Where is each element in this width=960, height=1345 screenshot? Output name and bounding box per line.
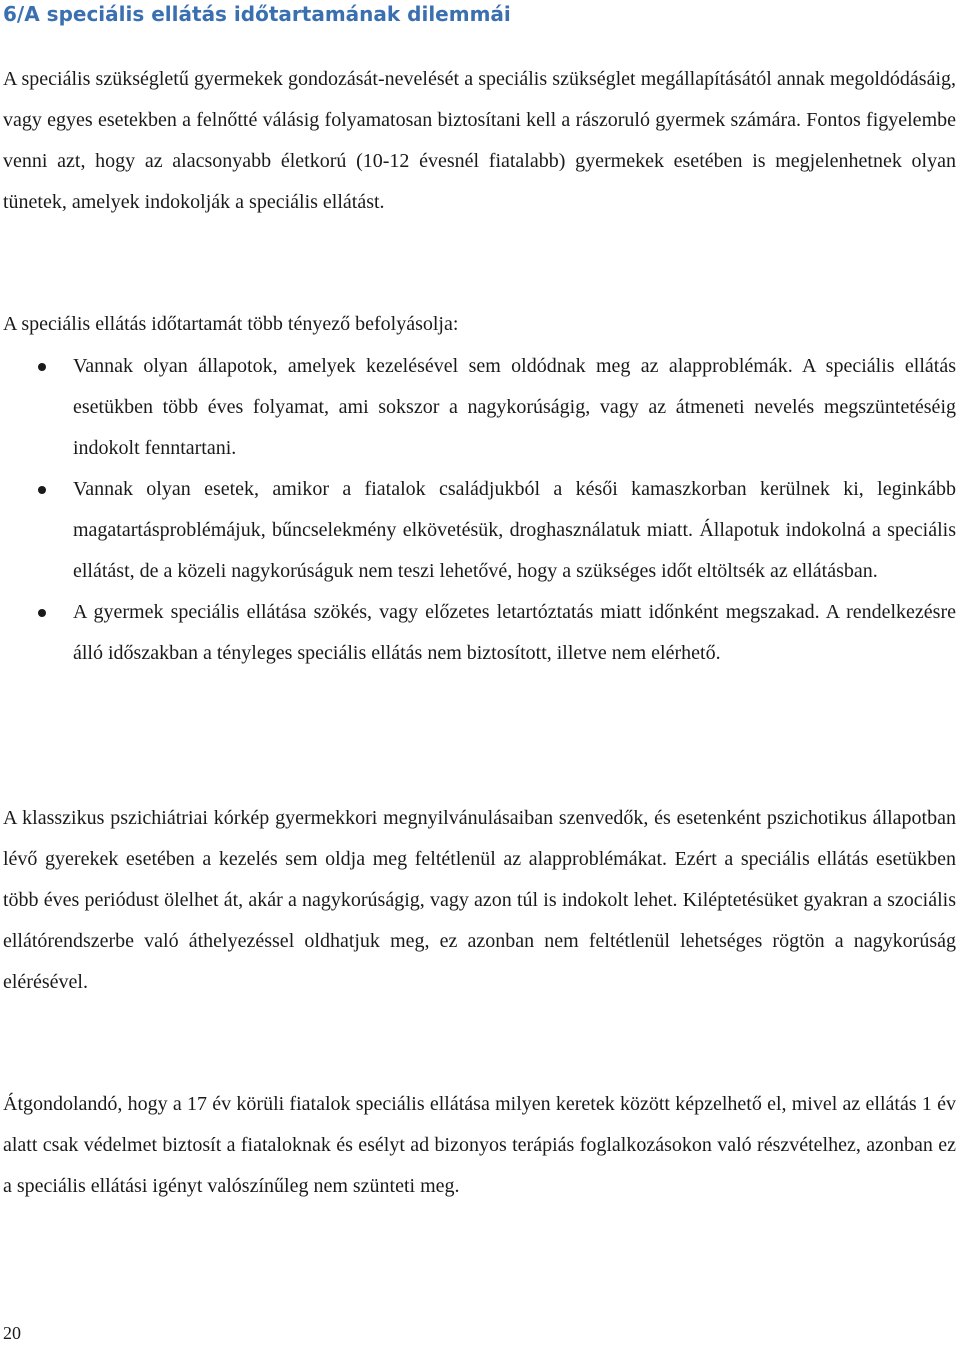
bullet-text: Vannak olyan esetek, amikor a fiatalok családjukból a késői kamaszkorban kerülnek ki, leginkább magatartásproblémájuk, bűncselekmény elkövetésük, droghasználatuk miatt. Állapotuk indokolná a speciális ellátást, de a közeli nagykorúságuk nem teszi lehetővé, hogy a szükséges időt eltöltsék az ellátásban. <box>73 478 956 582</box>
section-heading: 6/A speciális ellátás időtartamának dilemmái <box>3 2 511 26</box>
closing-paragraph: Átgondolandó, hogy a 17 év körüli fiatalok speciális ellátása milyen keretek között képzelhető el, mivel az ellátás 1 év alatt csak védelmet biztosít a fiataloknak és esélyt ad bizonyos terápiás foglalkozásokon való részvételhez, azonban ez a speciális ellátási igényt valószínűleg nem szünteti meg. <box>3 1093 956 1197</box>
bullet-dot-icon <box>38 363 46 371</box>
page-number: 20 <box>3 1323 21 1343</box>
factors-bullet-list <box>0 346 956 674</box>
bullet-dot-icon <box>38 486 46 494</box>
bullet-text: Vannak olyan állapotok, amelyek kezelésével sem oldódnak meg az alapproblémák. A speciális ellátás esetükben több éves folyamat, ami sokszor a nagykorúságig, vagy az átmeneti nevelés megszüntetéséig indokolt fenntartani. <box>73 355 956 459</box>
bullet-dot-icon <box>38 609 46 617</box>
bullet-text: A gyermek speciális ellátása szökés, vagy előzetes letartóztatás miatt időnként megszakad. A rendelkezésre álló időszakban a tényleges speciális ellátás nem biztosított, illetve nem elérhető. <box>73 601 956 664</box>
factors-intro-paragraph: A speciális ellátás időtartamát több tényező befolyásolja: <box>3 313 459 335</box>
bullet-item <box>0 469 956 592</box>
bullet-item <box>0 346 956 469</box>
intro-paragraph: A speciális szükségletű gyermekek gondozását-nevelését a speciális szükséglet megállapításától annak megoldódásáig, vagy egyes esetekben a felnőtté válásig folyamatosan biztosítani kell a rászoruló gyermek számára. Fontos figyelembe venni azt, hogy az alacsonyabb életkorú (10-12 évesnél fiatalabb) gyermekek esetében is megjelenhetnek olyan tünetek, amelyek indokolják a speciális ellátást. <box>3 68 956 213</box>
bullet-item <box>0 592 956 674</box>
psychiatric-paragraph: A klasszikus pszichiátriai kórkép gyermekkori megnyilvánulásaiban szenvedők, és esetenként pszichotikus állapotban lévő gyerekek esetében a kezelés sem oldja meg feltétlenül az alapproblémákat. Ezért a speciális ellátás esetükben több éves periódust ölelhet át, akár a nagykorúságig, vagy azon túl is indokolt lehet. Kiléptetésüket gyakran a szociális ellátórendszerbe való áthelyezéssel oldhatjuk meg, ez azonban nem feltétlenül lehetséges rögtön a nagykorúság elérésével. <box>3 807 956 993</box>
